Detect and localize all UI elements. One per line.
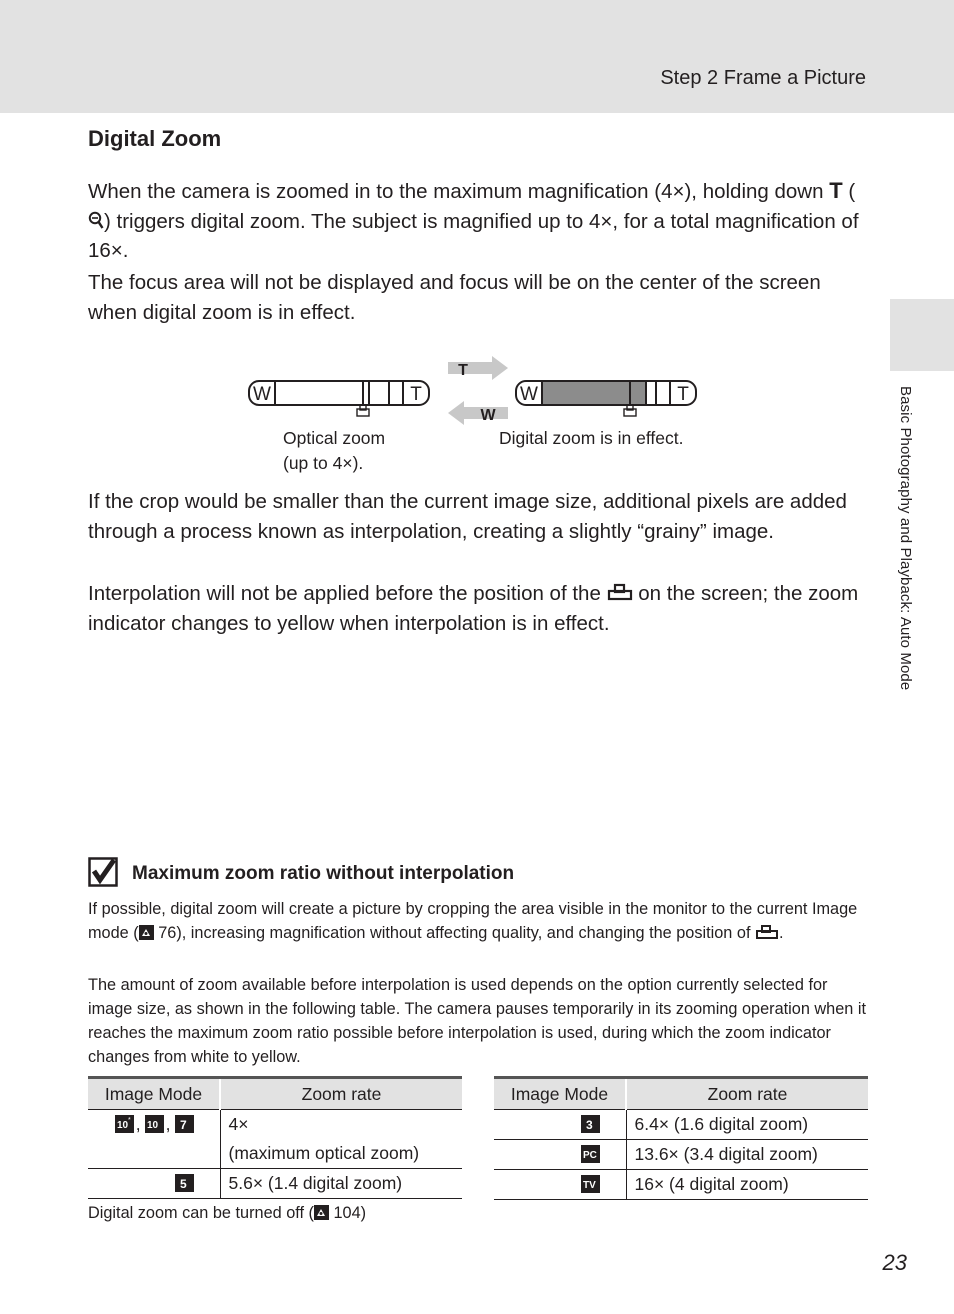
footnote-text-a: Digital zoom can be turned off ( <box>88 1204 314 1222</box>
column-header-image-mode: Image Mode <box>88 1078 220 1110</box>
table-row <box>494 1110 868 1140</box>
zoom-table-right <box>494 1076 868 1200</box>
magnify-icon <box>88 211 104 230</box>
interpolation-position-icon <box>755 924 779 940</box>
column-header-zoom-rate: Zoom rate <box>220 1078 462 1110</box>
svg-text:7: 7 <box>179 1118 187 1132</box>
image-mode-cell <box>494 1140 626 1170</box>
image-mode-cell: 10 * , 10 , 7 <box>88 1110 220 1140</box>
image-mode-10m-icon <box>145 1115 164 1133</box>
svg-text:10: 10 <box>146 1120 158 1131</box>
svg-text:10: 10 <box>116 1120 128 1131</box>
header-title: Step 2 Frame a Picture <box>660 67 866 89</box>
tele-arrow-label: T <box>458 362 468 379</box>
footnote <box>88 1204 366 1223</box>
caption-optical-zoom <box>283 426 385 476</box>
image-mode-tv-icon <box>581 1175 600 1193</box>
note-p1-text-a: If possible, digital zoom will create a picture by cropping the area visible in the monitor to the current Image mode ( <box>88 900 858 942</box>
section-title: Digital Zoom <box>88 126 222 151</box>
digital-w-label: W <box>520 384 538 405</box>
note-p1-end: . <box>779 924 784 942</box>
table-row <box>494 1170 868 1200</box>
page-reference-icon <box>314 1205 329 1220</box>
zoom-rate-cell: 5.6× (1.4 digital zoom) <box>220 1169 462 1199</box>
paragraph-digital-zoom-intro <box>88 176 868 266</box>
footnote-ref: 104 <box>333 1204 361 1222</box>
para1-text-a: When the camera is zoomed in to the maximum magnification (4×), holding down <box>88 180 824 203</box>
column-header-zoom-rate: Zoom rate <box>626 1078 868 1110</box>
page-reference-icon <box>139 925 154 940</box>
note-p1-ref: 76 <box>158 924 177 942</box>
table-row <box>88 1139 462 1169</box>
zoom-indicator-svg <box>245 353 705 433</box>
para4-text-b: on the screen; the zoom indicator changes to yellow when interpolation is in effect. <box>88 582 859 635</box>
para1-open: ( <box>842 180 856 203</box>
image-mode-cell <box>88 1169 220 1199</box>
image-mode-pc-icon <box>581 1145 600 1163</box>
image-mode-cell <box>494 1170 626 1200</box>
paragraph-interpolation-position <box>88 579 868 638</box>
table-header-row <box>494 1078 868 1110</box>
zoom-table-left <box>88 1076 462 1199</box>
wide-arrow-label: W <box>480 407 496 424</box>
note-p1-text-b: ), increasing magnification without affecting quality, and changing the position of <box>176 924 751 942</box>
zoom-rate-cell: 4× <box>228 1114 249 1134</box>
zoom-rate-cell: 16× (4 digital zoom) <box>626 1170 868 1200</box>
image-mode-7m-icon <box>175 1115 194 1133</box>
side-tab-label: Basic Photography and Playback: Auto Mode <box>897 386 914 691</box>
caption-optical-line2: (up to 4×). <box>283 453 364 473</box>
table-row <box>494 1140 868 1170</box>
optical-zoom-bar <box>249 381 429 416</box>
image-mode-10m-star-icon <box>115 1115 134 1133</box>
table-row <box>88 1169 462 1199</box>
footnote-text-b: ) <box>360 1204 367 1222</box>
zoom-indicator-diagram <box>245 353 705 433</box>
zoom-rate-cell: 6.4× (1.6 digital zoom) <box>626 1110 868 1140</box>
digital-zoom-bar <box>516 381 696 416</box>
image-mode-cell <box>494 1110 626 1140</box>
image-mode-cell <box>88 1139 220 1169</box>
wide-arrow <box>448 401 508 425</box>
svg-text:PC: PC <box>582 1150 597 1161</box>
optical-t-label: T <box>410 384 422 405</box>
image-mode-5m-icon <box>175 1174 194 1192</box>
tele-arrow <box>448 356 508 380</box>
column-header-image-mode: Image Mode <box>494 1078 626 1110</box>
svg-text:5: 5 <box>179 1177 187 1191</box>
image-mode-3m-icon <box>581 1115 600 1133</box>
digital-t-label: T <box>677 384 689 405</box>
interpolation-position-icon <box>607 583 633 601</box>
table-header-row <box>88 1078 462 1110</box>
header-band <box>0 0 954 113</box>
checkmark-icon <box>88 857 118 887</box>
para4-text-a: Interpolation will not be applied before the position of the <box>88 582 601 605</box>
paragraph-interpolation: If the crop would be smaller than the current image size, additional pixels are added through a process known as interpolation, creating a slightly “grainy” image. <box>88 490 847 543</box>
caption-digital-zoom: Digital zoom is in effect. <box>499 428 684 448</box>
para1-text-b: ) triggers digital zoom. The subject is magnified up to 4×, for a total magnification of 16×. <box>88 209 859 262</box>
note-paragraph-cropping <box>88 897 868 945</box>
caption-optical-line1: Optical zoom <box>283 428 386 448</box>
svg-text:TV: TV <box>582 1180 596 1191</box>
optical-w-label: W <box>253 384 271 405</box>
zoom-rate-cell: (maximum optical zoom) <box>220 1139 462 1169</box>
table-row <box>88 1110 462 1140</box>
svg-text:3: 3 <box>585 1118 593 1132</box>
page-number: 23 <box>882 1250 907 1275</box>
tele-button-symbol: T <box>829 178 843 203</box>
side-tab <box>890 299 954 371</box>
paragraph-focus-area: The focus area will not be displayed and focus will be on the center of the screen when digital zoom is in effect. <box>88 271 821 324</box>
zoom-rate-cell: 13.6× (3.4 digital zoom) <box>626 1140 868 1170</box>
note-title: Maximum zoom ratio without interpolation <box>132 863 515 884</box>
note-paragraph-table-intro: The amount of zoom available before interpolation is used depends on the option currently selected for image size, as shown in the following table. The camera pauses temporarily in its zooming operation when it reaches the maximum zoom ratio possible before interpolation is used, during which the zoom indicator changes from white to yellow. <box>88 976 866 1066</box>
svg-text:*: * <box>127 1117 131 1124</box>
